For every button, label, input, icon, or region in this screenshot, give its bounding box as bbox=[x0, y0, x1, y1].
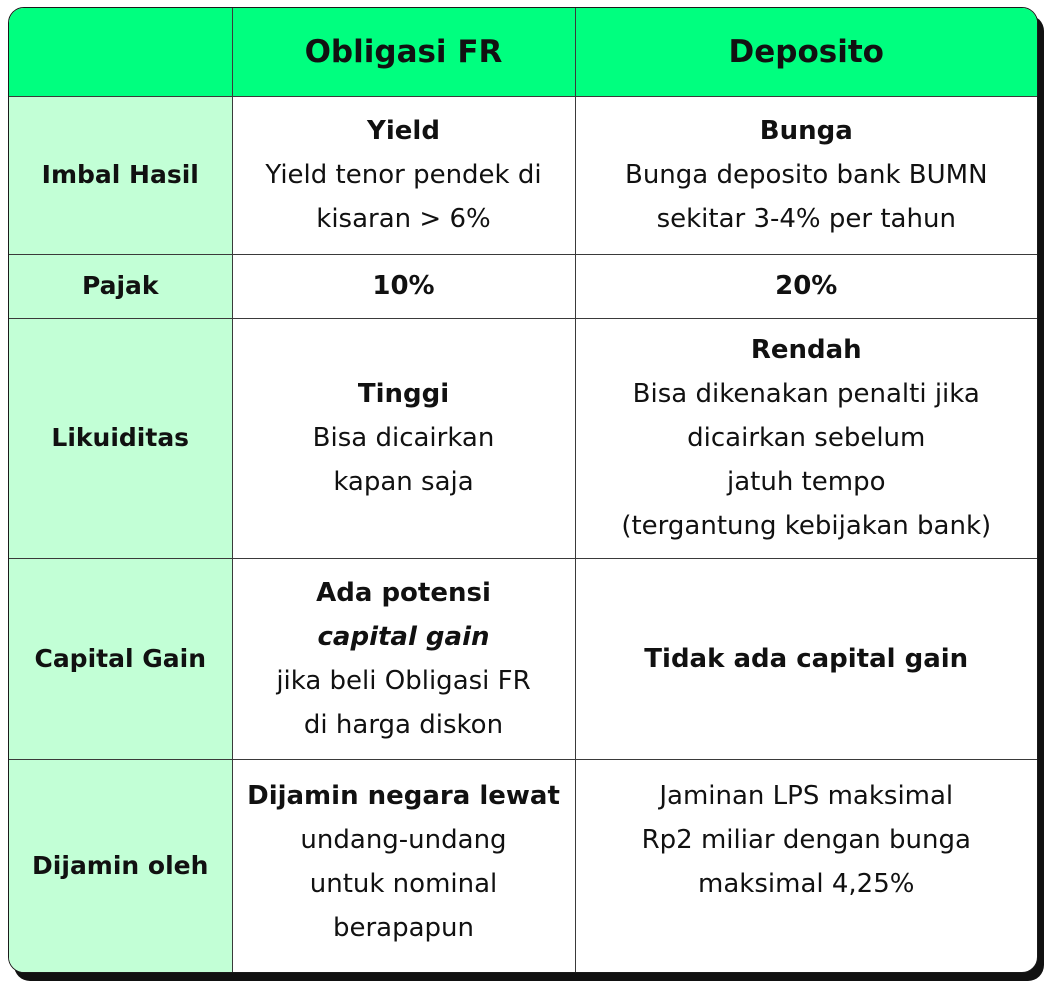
row-label-dijamin-oleh: Dijamin oleh bbox=[9, 759, 232, 972]
dep-likuiditas-line: jatuh tempo bbox=[726, 467, 886, 497]
row-label-likuiditas: Likuiditas bbox=[9, 318, 232, 558]
dep-dijamin-line: Jaminan LPS maksimal bbox=[659, 780, 954, 811]
dep-dijamin-line: maksimal 4,25% bbox=[698, 868, 915, 899]
dep-likuiditas-line: Bisa dikenakan penalti jika bbox=[632, 379, 980, 409]
table-header-row bbox=[9, 8, 1037, 96]
table-row-likuiditas bbox=[9, 318, 1037, 558]
row-label-pajak: Pajak bbox=[9, 254, 232, 318]
dep-bunga-title: Bunga bbox=[759, 116, 853, 146]
dep-likuiditas-line: (tergantung kebijakan bank) bbox=[621, 511, 992, 541]
fr-yield-title: Yield bbox=[367, 116, 440, 146]
table-row-dijamin-oleh bbox=[9, 759, 1037, 972]
comparison-table bbox=[9, 8, 1037, 972]
comparison-card bbox=[8, 7, 1038, 973]
cell-fr-capital-gain bbox=[232, 558, 575, 759]
dep-capital-gain-value: Tidak ada capital gain bbox=[644, 643, 969, 674]
fr-yield-line: Yield tenor pendek di bbox=[265, 160, 542, 190]
header-corner bbox=[9, 8, 232, 96]
fr-capital-gain-line: di harga diskon bbox=[303, 709, 504, 740]
cell-deposito-imbal-hasil bbox=[575, 96, 1037, 254]
dep-bunga-line: Bunga deposito bank BUMN bbox=[624, 160, 988, 190]
cell-fr-dijamin-oleh bbox=[232, 759, 575, 972]
dep-likuiditas-line: dicairkan sebelum bbox=[687, 423, 926, 453]
fr-pajak-value: 10% bbox=[372, 271, 435, 301]
fr-capital-gain-title: Ada potensi bbox=[316, 577, 491, 608]
row-label-capital-gain: Capital Gain bbox=[9, 558, 232, 759]
fr-dijamin-line: berapapun bbox=[332, 912, 475, 943]
cell-deposito-likuiditas bbox=[575, 318, 1037, 558]
dep-dijamin-line: Rp2 miliar dengan bunga bbox=[641, 824, 971, 855]
fr-likuiditas-line: Bisa dicairkan bbox=[312, 423, 495, 453]
cell-fr-imbal-hasil bbox=[232, 96, 575, 254]
fr-capital-gain-line: jika beli Obligasi FR bbox=[276, 665, 531, 696]
fr-dijamin-line: undang-undang bbox=[300, 824, 507, 855]
cell-deposito-capital-gain bbox=[575, 558, 1037, 759]
dep-pajak-value: 20% bbox=[775, 271, 838, 301]
fr-yield-line: kisaran > 6% bbox=[316, 204, 491, 234]
table-row-capital-gain bbox=[9, 558, 1037, 759]
fr-dijamin-line: untuk nominal bbox=[309, 868, 498, 899]
cell-deposito-dijamin-oleh bbox=[575, 759, 1037, 972]
dep-bunga-line: sekitar 3-4% per tahun bbox=[656, 204, 956, 234]
cell-deposito-pajak bbox=[575, 254, 1037, 318]
fr-likuiditas-title: Tinggi bbox=[357, 379, 450, 409]
header-deposito: Deposito bbox=[575, 8, 1037, 96]
table-row-imbal-hasil bbox=[9, 96, 1037, 254]
fr-likuiditas-line: kapan saja bbox=[333, 467, 474, 497]
cell-fr-likuiditas bbox=[232, 318, 575, 558]
table-row-pajak bbox=[9, 254, 1037, 318]
dep-likuiditas-title: Rendah bbox=[750, 335, 862, 365]
fr-dijamin-title: Dijamin negara lewat bbox=[247, 780, 560, 811]
fr-capital-gain-italic: capital gain bbox=[317, 621, 490, 652]
cell-fr-pajak bbox=[232, 254, 575, 318]
header-obligasi-fr: Obligasi FR bbox=[232, 8, 575, 96]
row-label-imbal-hasil: Imbal Hasil bbox=[9, 96, 232, 254]
